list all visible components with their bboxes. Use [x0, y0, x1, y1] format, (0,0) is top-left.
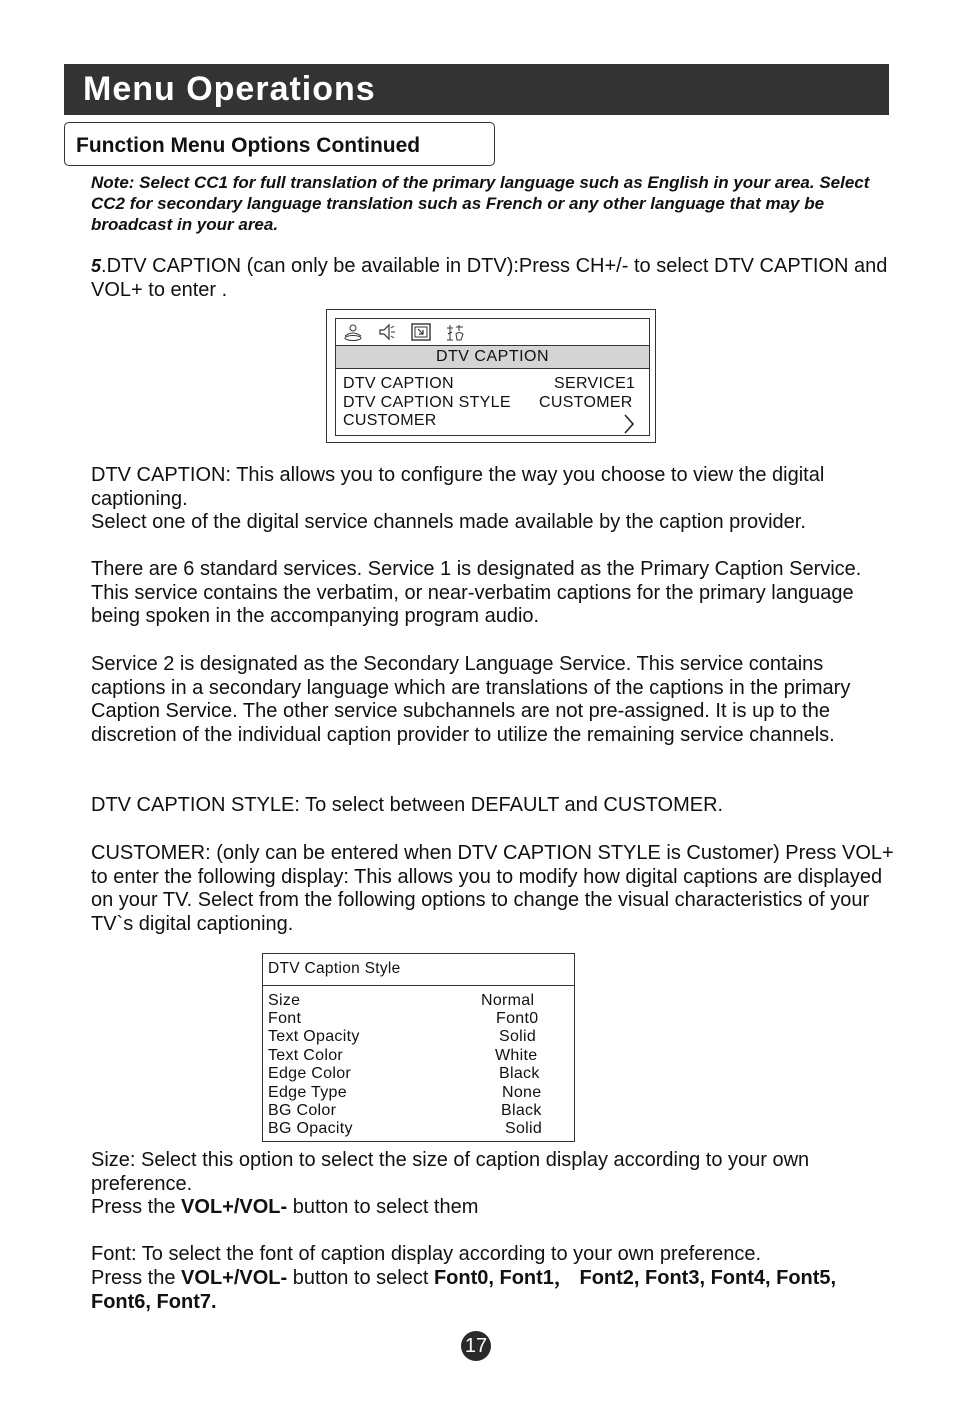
- vol-button-text: VOL+/VOL-: [181, 1196, 288, 1218]
- note-text: Note: Select CC1 for full translation of the primary language such as English in your area. Select CC2 for secondary language translation such as French or any other language that may be broadcast in your area.: [91, 173, 870, 234]
- menu-title-bar: DTV CAPTION: [335, 346, 650, 368]
- option-text-opacity-label[interactable]: Text Opacity: [268, 1028, 360, 1045]
- option-edge-color-value: Black: [499, 1065, 540, 1082]
- press-suffix: button to select them: [287, 1196, 479, 1218]
- page-title: Menu Operations: [83, 70, 376, 108]
- option-font-value: Font0: [496, 1010, 539, 1027]
- menu-item-dtv-caption-value: SERVICE1: [554, 375, 636, 392]
- option-bg-opacity-value: Solid: [505, 1120, 543, 1137]
- paragraph-standard-services: There are 6 standard services. Service 1 is designated as the Primary Caption Service. This service contains the verbatim, or near-verbatim captions for the primary language being spoken in the accompanying program audio.: [91, 558, 862, 627]
- header-bar: [64, 64, 889, 115]
- paragraph-font: Font: To select the font of caption display according to your own preference.: [91, 1243, 762, 1265]
- page-number: 17: [461, 1331, 491, 1361]
- menu-item-dtv-caption-style-value: CUSTOMER: [539, 394, 633, 411]
- option-edge-type-label[interactable]: Edge Type: [268, 1084, 347, 1101]
- option-edge-color-label[interactable]: Edge Color: [268, 1065, 352, 1082]
- picture-icon: [342, 322, 364, 342]
- option-size-label[interactable]: Size: [268, 992, 301, 1009]
- option-bg-color-label[interactable]: BG Color: [268, 1102, 337, 1119]
- paragraph-service-2: Service 2 is designated as the Secondary Language Service. This service contains captions in a secondary language which are translations of the captions in the primary Caption Service. The other service subchannels are not pre-assigned. It is up to the discretion of the individual caption provider to utilize the remaining service channels.: [91, 653, 851, 746]
- menu-divider: [263, 985, 574, 986]
- section-heading-box: [64, 122, 495, 166]
- option-text-color-value: White: [495, 1047, 538, 1064]
- menu-item-dtv-caption-style-label[interactable]: DTV CAPTION STYLE: [343, 394, 511, 411]
- option-bg-opacity-label[interactable]: BG Opacity: [268, 1120, 353, 1137]
- option-text-opacity-value: Solid: [499, 1028, 537, 1045]
- menu-icon-bar: [335, 318, 650, 346]
- section-title: Function Menu Options Continued: [76, 134, 421, 157]
- dtv-caption-style-menu: [262, 953, 575, 1142]
- step-5-text: [91, 255, 901, 302]
- paragraph-font-press: [91, 1267, 881, 1314]
- chevron-right-icon: [623, 414, 635, 434]
- paragraph-customer: CUSTOMER: (only can be entered when DTV CAPTION STYLE is Customer) Press VOL+ to enter the following display: This allows you to modify how digital captions are displayed on your TV. Select from the following options to change the visual characteristics of your TV`s digital captioning.: [91, 842, 894, 935]
- dtv-caption-menu: [326, 309, 656, 443]
- step-number: 5: [91, 256, 102, 276]
- option-bg-color-value: Black: [501, 1102, 542, 1119]
- paragraph-size: Size: Select this option to select the size of caption display according to your own preference.: [91, 1149, 810, 1195]
- press-prefix: Press the: [91, 1267, 182, 1289]
- vol-button-text: VOL+/VOL-: [181, 1267, 288, 1289]
- option-font-label[interactable]: Font: [268, 1010, 302, 1027]
- press-middle: button to select: [287, 1267, 434, 1289]
- lock-icon: [444, 322, 466, 342]
- paragraph-size-press: [91, 1196, 901, 1220]
- menu-title: DTV Caption Style: [268, 960, 401, 977]
- function-icon: [410, 322, 432, 342]
- paragraph-dtv-caption: DTV CAPTION: This allows you to configure the way you choose to view the digital captioning.: [91, 464, 825, 510]
- option-edge-type-value: None: [502, 1084, 542, 1101]
- option-size-value: Normal: [481, 992, 535, 1009]
- paragraph-service-channels: Select one of the digital service channels made available by the caption provider.: [91, 511, 806, 533]
- menu-item-customer-label[interactable]: CUSTOMER: [343, 412, 437, 429]
- sound-icon: [376, 322, 398, 342]
- menu-options-list: [335, 368, 650, 436]
- font-options-list: Font0, Font1， Font2, Font3, Font4, Font5, Font6, Font7.: [91, 1267, 837, 1313]
- press-prefix: Press the: [91, 1196, 182, 1218]
- menu-item-dtv-caption-label[interactable]: DTV CAPTION: [343, 375, 454, 392]
- paragraph-caption-style: DTV CAPTION STYLE: To select between DEFAULT and CUSTOMER.: [91, 794, 724, 816]
- step-description: .DTV CAPTION (can only be available in DTV):Press CH+/- to select DTV CAPTION and VOL+ to enter .: [91, 255, 888, 301]
- option-text-color-label[interactable]: Text Color: [268, 1047, 344, 1064]
